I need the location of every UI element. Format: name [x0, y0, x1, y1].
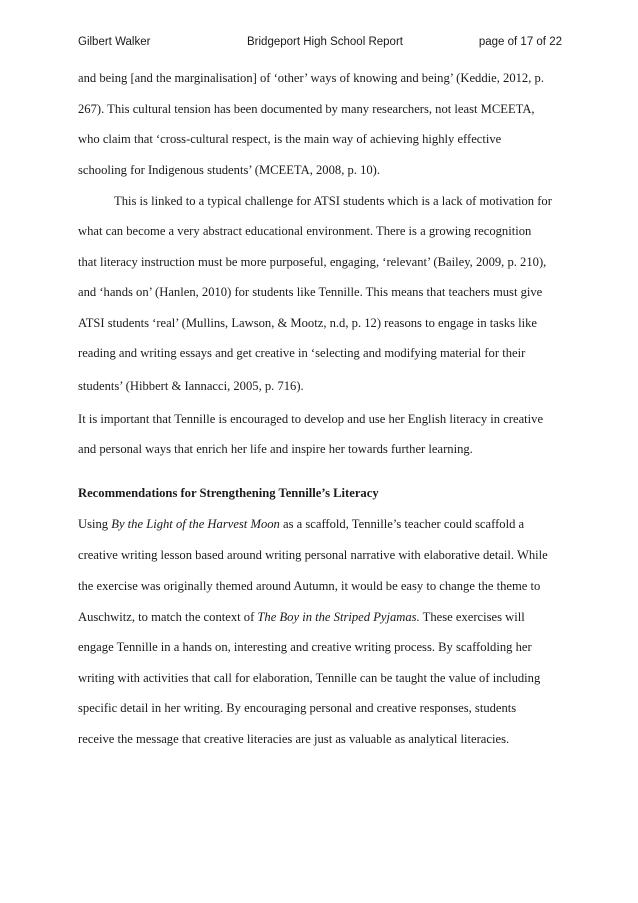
- header-author: Gilbert Walker: [78, 36, 151, 48]
- paragraph-2-line-5: ATSI students ‘real’ (Mullins, Lawson, & Mootz, n.d, p. 12) reasons to engage in tasks like: [78, 316, 538, 330]
- book-title-harvest-moon: By the Light of the Harvest Moon: [111, 517, 280, 531]
- paragraph-4-line-4-suffix: These exercises will: [419, 610, 525, 624]
- paragraph-3-line-2: and personal ways that enrich her life and inspire her towards further learning.: [78, 442, 473, 456]
- paragraph-2-line-4: and ‘hands on’ (Hanlen, 2010) for students like Tennille. This means that teachers must give: [78, 285, 543, 299]
- paragraph-1-line-2: 267). This cultural tension has been documented by many researchers, not least MCEETA,: [78, 102, 535, 116]
- header-page-number: page of 17 of 22: [478, 36, 562, 48]
- paragraph-4-line-1-prefix: Using: [78, 517, 112, 531]
- book-title-striped-pyjamas: The Boy in the Striped Pyjamas.: [257, 610, 420, 624]
- page-header: [78, 36, 562, 56]
- paragraph-4-line-1-suffix: as a scaffold, Tennille’s teacher could scaffold a: [279, 517, 525, 531]
- section-heading: Recommendations for Strengthening Tennille’s Literacy: [78, 486, 379, 500]
- header-title: Bridgeport High School Report: [247, 36, 403, 48]
- paragraph-4-line-2: creative writing lesson based around writing personal narrative with elaborative detail. While: [78, 548, 548, 562]
- paragraph-2-line-3: that literacy instruction must be more purposeful, engaging, ‘relevant’ (Bailey, 2009, p. 210),: [78, 255, 547, 269]
- paragraph-4-line-5: engage Tennille in a hands on, interesting and creative writing process. By scaffolding her: [78, 640, 532, 654]
- paragraph-2-line-7: students’ (Hibbert & Iannacci, 2005, p. 716).: [78, 379, 304, 393]
- paragraph-4-line-8: receive the message that creative literacies are just as valuable as analytical literacies.: [78, 732, 510, 746]
- paragraph-4-line-4-prefix: Auschwitz, to match the context of: [78, 610, 258, 624]
- paragraph-4-line-6: writing with activities that call for elaboration, Tennille can be taught the value of including: [78, 671, 541, 685]
- paragraph-3-line-1: It is important that Tennille is encouraged to develop and use her English literacy in creative: [78, 412, 544, 426]
- paragraph-4-line-7: specific detail in her writing. By encouraging personal and creative responses, students: [78, 701, 517, 715]
- paragraph-2-line-1: This is linked to a typical challenge for ATSI students which is a lack of motivation for: [114, 194, 552, 208]
- paragraph-4-line-1: [78, 517, 524, 532]
- paragraph-4-line-4: [78, 610, 525, 625]
- paragraph-2-line-2: what can become a very abstract educational environment. There is a growing recognition: [78, 224, 532, 238]
- paragraph-1-line-3: who claim that ‘cross-cultural respect, is the main way of achieving highly effective: [78, 132, 502, 146]
- paragraph-4-line-3: the exercise was originally themed around Autumn, it would be easy to change the theme to: [78, 579, 541, 593]
- paragraph-1-line-1: and being [and the marginalisation] of ‘other’ ways of knowing and being’ (Keddie, 2012, p.: [78, 71, 544, 85]
- paragraph-2-line-6: reading and writing essays and get creative in ‘selecting and modifying material for their: [78, 346, 526, 360]
- paragraph-1-line-4: schooling for Indigenous students’ (MCEETA, 2008, p. 10).: [78, 163, 381, 177]
